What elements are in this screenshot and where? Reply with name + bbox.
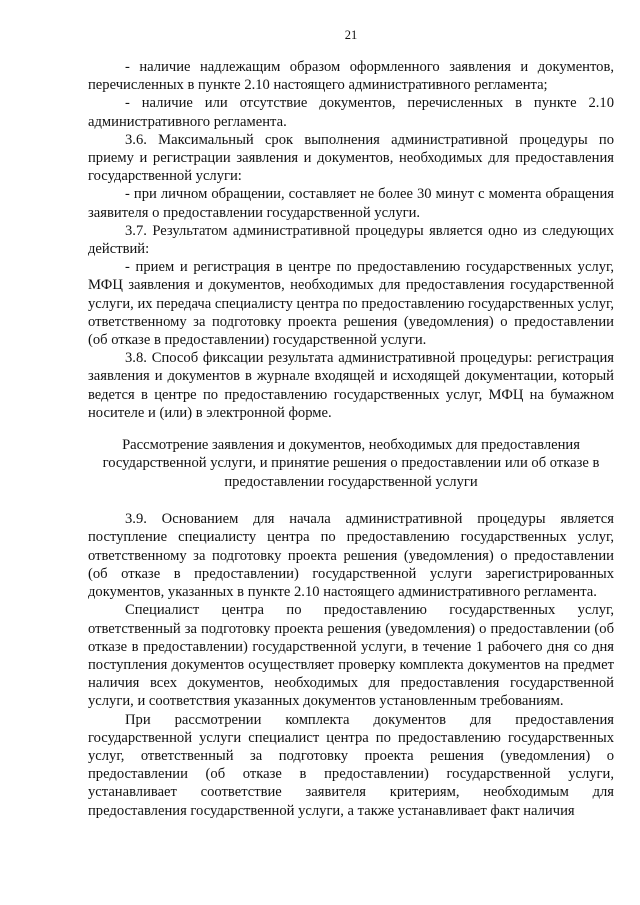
paragraph-3-8: 3.8. Способ фиксации результата административной процедуры: регистрация заявления и документов в журнале входящей и исходящей документации, который ведется в центре по предоставлению государственных услуг, МФЦ на бумажном носителе и (или) в электронной форме.: [88, 350, 614, 421]
section-heading: Рассмотрение заявления и документов, необходимых для предоставления государственной услуги, и принятие решения о предоставлении или об отказе в предоставлении государственной услуги: [102, 437, 600, 490]
paragraph-specialist-check: Специалист центра по предоставлению государственных услуг, ответственный за подготовку проекта решения (уведомления) о предоставлении (об отказе в предоставлении) государственной услуги, в течение 1 рабочего дня со дня поступления документов осуществляет проверку комплекта документов на предмет наличия всех документов, необходимых для предоставления государственной услуги, и соответствия указанных документов установленным требованиям.: [88, 602, 614, 710]
paragraph-item-list-1: - наличие надлежащим образом оформленного заявления и документов, перечисленных в пункте 2.10 настоящего административного регламента;: [88, 59, 614, 94]
paragraph-3-6-item: - при личном обращении, составляет не более 30 минут с момента обращения заявителя о предоставлении государственной услуги.: [88, 186, 614, 221]
paragraph-review-documents: При рассмотрении комплекта документов для предоставления государственной услуги специалист центра по предоставлению государственных услуг, ответственный за подготовку проекта решения (уведомления) о предоставлении (об отказе в предоставлении) государственной услуги, устанавливает соответствие заявителя критериям, необходимым для предоставления государственной услуги, а также устанавливает факт наличия: [88, 711, 614, 819]
page-number: 21: [344, 28, 358, 42]
paragraph-item-list-2: - наличие или отсутствие документов, перечисленных в пункте 2.10 административного регламента.: [88, 95, 614, 130]
paragraph-3-7: 3.7. Результатом административной процедуры является одно из следующих действий:: [88, 222, 614, 258]
paragraph-3-9: 3.9. Основанием для начала административной процедуры является поступление специалисту центра по предоставлению государственных услуг, ответственному за подготовку проекта решения (уведомления) о предоставлении (об отказе в предоставлении) государственной услуги зарегистрированных документов, указанных в пункте 2.10 настоящего административного регламента.: [88, 511, 614, 601]
paragraph-3-7-item: - прием и регистрация в центре по предоставлению государственных услуг, МФЦ заявления и документов, необходимых для предоставления государственной услуги, их передача специалисту центра по предоставлению государственных услуг, ответственному за подготовку проекта решения (уведомления) о предоставлении (об отказе в предоставлении) государственной услуги.: [88, 259, 614, 349]
paragraph-3-6: 3.6. Максимальный срок выполнения административной процедуры по приему и регистрации заявления и документов, необходимых для предоставления государственной услуги:: [88, 131, 614, 185]
